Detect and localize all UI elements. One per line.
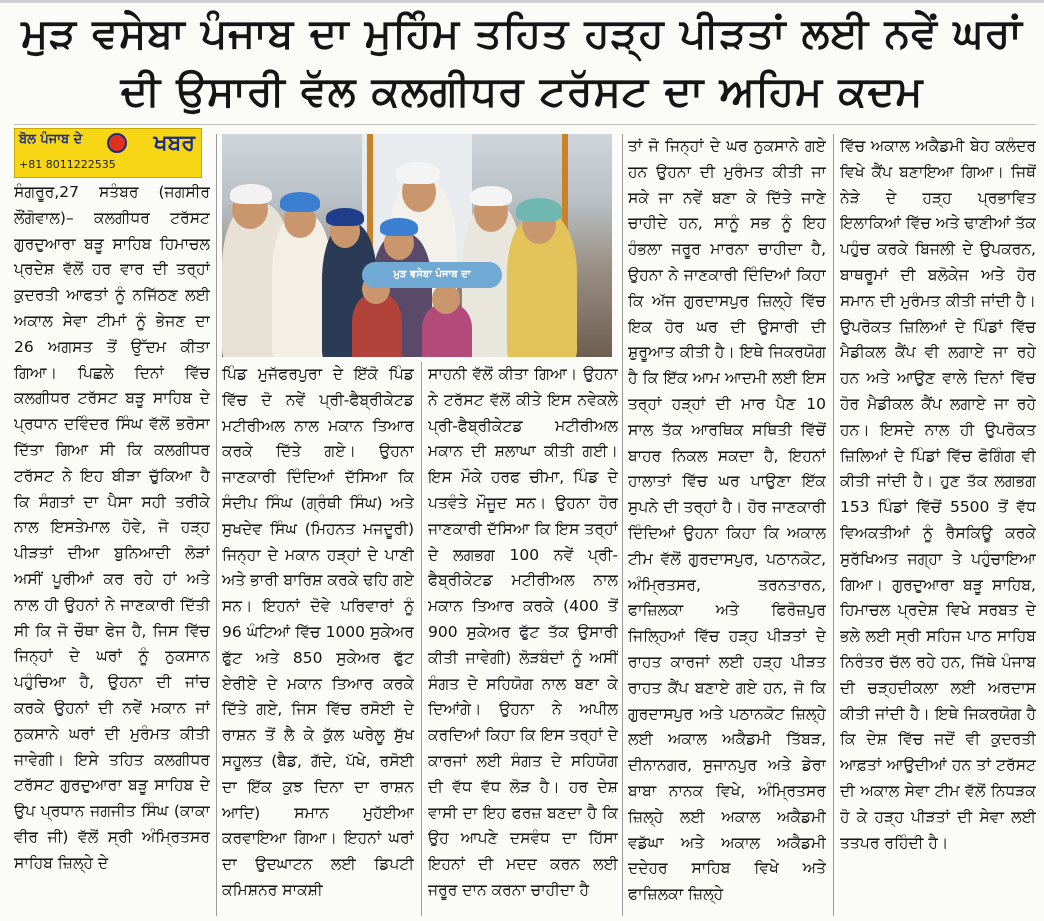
top-border [0,0,1044,3]
article-column-1 [14,180,210,915]
column-divider [833,134,834,916]
photo-person-turban [380,218,418,236]
article-headline [0,4,1044,120]
photo-person-turban [230,184,272,204]
publication-logo [14,128,202,178]
column-divider [622,134,623,916]
article-column-4-text: ਤਾਂ ਜੋ ਜਿਨ੍ਹਾਂ ਦੇ ਘਰ ਨੁਕਸਾਨੇ ਗਏ ਹਨ ਉਹਨਾ ਦੀ ਮੁਰੰਮਤ ਕੀਤੀ ਜਾ ਸਕੇ ਜਾ ਨਵੇਂ ਬਣਾ ਕੇ ਦਿੱਤੇ ਜਾਣੇ ਚਾਹੀਦੇ ਹਨ, ਸਾਨੂੰ ਸਭ ਨੂੰ ਇਹ ਹੰਭਲਾ ਜਰੂਰ ਮਾਰਨਾ ਚਾਹੀਦਾ ਹੈ, ਉਹਨਾ ਨੇ ਜਾਣਕਾਰੀ ਦਿੰਦਿਆਂ ਕਿਹਾ ਕਿ ਅੱਜ ਗੁਰਦਾਸਪੁਰ ਜ਼ਿਲ੍ਹੇ ਵਿੱਚ ਇਕ ਹੋਰ ਘਰ ਦੀ ਉਸਾਰੀ ਦੀ ਸ਼ੁਰੂਆਤ ਕੀਤੀ ਹੈ। ਇਥੇ ਜਿਕਰਯੋਗ ਹੈ ਕਿ ਇੱਕ ਆਮ ਆਦਮੀ ਲਈ ਇਸ ਤਰ੍ਹਾਂ ਹੜ੍ਹਾਂ ਦੀ ਮਾਰ ਪੈਣ 10 ਸਾਲ ਤੱਕ ਆਰਥਿਕ ਸਥਿਤੀ ਵਿੱਚੋਂ ਬਾਹਰ ਨਿਕਲ ਸਕਦਾ ਹੈ, ਇਹਨਾਂ ਹਾਲਾਤਾਂ ਵਿੱਚ ਘਰ ਪਾਉਣਾ ਇੱਕ ਸੁਪਨੇ ਦੀ ਤਰ੍ਹਾਂ ਹੈ। ਹੋਰ ਜਾਣਕਾਰੀ ਦਿੰਦਿਆਂ ਉਹਨਾ ਕਿਹਾ ਕਿ ਅਕਾਲ ਟੀਮ ਵੱਲੋਂ ਗੁਰਦਾਸਪੁਰ, ਪਠਾਨਕੋਟ, ਅੰਮ੍ਰਿਤਸਰ, ਤਰਨਤਾਰਨ, ਫਾਜ਼ਿਲਕਾ ਅਤੇ ਫਿਰੋਜ਼ਪੁਰ ਜਿਲ੍ਹਿਆਂ ਵਿੱਚ ਹੜ੍ਹ ਪੀੜਤਾਂ ਦੇ ਰਾਹਤ ਕਾਰਜਾਂ ਲਈ ਹੜ੍ਹ ਪੀੜਤ ਰਾਹਤ ਕੈਂਪ ਬਣਾਏ ਗਏ ਹਨ, ਜੋ ਕਿ ਗੁਰਦਾਸਪੁਰ ਅਤੇ ਪਠਾਨਕੋਟ ਜ਼ਿਲ੍ਹੇ ਲਈ ਅਕਾਲ ਅਕੈਡਮੀ ਤਿੱਬੜ, ਦੀਨਾਨਗਰ, ਸੁਜਾਨਪੁਰ ਅਤੇ ਡੇਰਾ ਬਾਬਾ ਨਾਨਕ ਵਿਖੇ, ਅੰਮ੍ਰਿਤਸਰ ਜ਼ਿਲ੍ਹੇ ਲਈ ਅਕਾਲ ਅਕੈਡਮੀ ਵਡੱਘਾ ਅਤੇ ਅਕਾਲ ਅਕੈਡਮੀ ਦਦੇਹਰ ਸਾਹਿਬ ਵਿਖੇ ਅਤੇ ਫਾਜ਼ਿਲਕਾ ਜ਼ਿਲ੍ਹੇ [628,137,826,904]
photo-person-turban [280,192,320,212]
article-column-2 [222,362,414,917]
article-column-5 [840,134,1036,916]
column-divider [421,362,422,916]
photo-child-head [432,284,460,314]
headline-line-1: ਮੁੜ ਵਸੇਬਾ ਪੰਜਾਬ ਦਾ ਮੁਹਿੰਮ ਤਹਿਤ ਹੜ੍ਹ ਪੀੜਤਾਂ ਲਈ ਨਵੇਂ ਘਰਾਂ [21,9,1023,57]
logo-brand-left: ਬੋਲ ਪੰਜਾਬ ਦੇ [19,132,83,147]
photo-person-turban [326,208,364,226]
article-column-3 [428,362,618,917]
article-column-2-text: ਪਿੰਡ ਮੁਜੱਫਰਪੁਰਾ ਦੇ ਇੱਕੋ ਪਿੰਡ ਵਿੱਚ ਦੋ ਨਵੇਂ ਪ੍ਰੀ-ਫੈਬ੍ਰੀਕੇਟਡ ਮਟੀਰੀਅਲ ਨਾਲ ਮਕਾਨ ਤਿਆਰ ਕਰਕੇ ਦਿੱਤੇ ਗਏ। ਉਹਨਾ ਜਾਣਕਾਰੀ ਦਿੰਦਿਆਂ ਦੱਸਿਆ ਕਿ ਸੰਦੀਪ ਸਿੰਘ (ਗ੍ਰੰਥੀ ਸਿੰਘ) ਅਤੇ ਸੁਖਦੇਵ ਸਿੰਘ (ਮਿਹਨਤ ਮਜਦੂਰੀ) ਜਿਨ੍ਹਾ ਦੇ ਮਕਾਨ ਹੜ੍ਹਾਂ ਦੇ ਪਾਣੀ ਅਤੇ ਭਾਰੀ ਬਾਰਿਸ਼ ਕਰਕੇ ਢਹਿ ਗਏ ਸਨ। ਇਹਨਾਂ ਦੋਵੇ ਪਰਿਵਾਰਾਂ ਨੂੰ 96 ਘੰਟਿਆਂ ਵਿੱਚ 1000 ਸੁਕੇਅਰ ਫੁੱਟ ਅਤੇ 850 ਸੁਕੇਅਰ ਫੁੱਟ ਏਰੀਏ ਦੇ ਮਕਾਨ ਤਿਆਰ ਕਰਕੇ ਦਿੱਤੇ ਗਏ, ਜਿਸ ਵਿੱਚ ਰਸੋਈ ਦੇ ਰਾਸ਼ਨ ਤੋਂ ਲੈ ਕੇ ਕੁੱਲ ਘਰੇਲੂ ਸੁੱਖ ਸਹੂਲਤ (ਬੈਡ, ਗੱਦੇ, ਪੱਖੇ, ਰਸੋਈ ਦਾ ਇੱਕ ਕੁਝ ਦਿਨਾ ਦਾ ਰਾਸ਼ਨ ਆਦਿ) ਸਮਾਨ ਮੁਹੱਈਆ ਕਰਵਾਇਆ ਗਿਆ। ਇਹਨਾਂ ਘਰਾਂ ਦਾ ਉਦਘਾਟਨ ਲਈ ਡਿਪਟੀ ਕਮਿਸ਼ਨਰ ਸਾਕਸ਼ੀ [222,365,414,899]
article-column-3-text: ਸਾਹਨੀ ਵੱਲੋਂ ਕੀਤਾ ਗਿਆ। ਉਹਨਾ ਨੇ ਟਰੱਸਟ ਵੱਲੋਂ ਕੀਤੇ ਇਸ ਨਵੇਕਲੇ ਪ੍ਰੀ-ਫੈਬ੍ਰੀਕੇਟਡ ਮਟੀਰੀਅਲ ਮਕਾਨ ਦੀ ਸ਼ਲਾਘਾ ਕੀਤੀ ਗਈ। ਇਸ ਮੌਕੇ ਹਰਫ ਚੀਮਾ, ਪਿੰਡ ਦੇ ਪਤਵੰਤੇ ਮੌਜੂਦ ਸਨ। ਉਹਨਾ ਹੋਰ ਜਾਣਕਾਰੀ ਦੱਸਿਆ ਕਿ ਇਸ ਤਰ੍ਹਾਂ ਦੇ ਲਗਭਗ 100 ਨਵੇਂ ਪ੍ਰੀ-ਫੈਬ੍ਰੀਕੇਟਡ ਮਟੀਰੀਅਲ ਨਾਲ ਮਕਾਨ ਤਿਆਰ ਕਰਕੇ (400 ਤੋਂ 900 ਸੁਕੇਅਰ ਫੁੱਟ ਤੱਕ ਉਸਾਰੀ ਕੀਤੀ ਜਾਵੇਗੀ) ਲੋੜਬੰਦਾਂ ਨੂੰ ਅਸੀਂ ਸੰਗਤ ਦੇ ਸਹਿਯੋਗ ਨਾਲ ਬਣਾ ਕੇ ਦਿਆਂਗੇ। ਉਹਨਾ ਨੇ ਅਪੀਲ ਕਰਦਿਆਂ ਕਿਹਾ ਕਿ ਇਸ ਤਰ੍ਹਾਂ ਦੇ ਕਾਰਜਾਂ ਲਈ ਸੰਗਤ ਦੇ ਸਹਿਯੋਗ ਦੀ ਵੱਧ ਵੱਧ ਲੋੜ ਹੈ। ਹਰ ਦੇਸ਼ ਵਾਸੀ ਦਾ ਇਹ ਫਰਜ਼ ਬਣਦਾ ਹੈ ਕਿ ਉਹ ਆਪਣੇ ਦਸਵੰਧ ਦਾ ਹਿੱਸਾ ਇਹਨਾਂ ਦੀ ਮਦਦ ਕਰਨ ਲਈ ਜਰੂਰ ਦਾਨ ਕਰਨਾ ਚਾਹੀਦਾ ਹੈ [428,365,618,899]
logo-phone: +81 8011222535 [19,158,116,171]
headline-divider [14,124,1036,125]
column-divider [216,134,217,916]
logo-brand-right: ਖਬਰ [153,131,195,156]
article-column-4 [628,134,826,916]
headline-line-2: ਦੀ ਉਸਾਰੀ ਵੱਲ ਕਲਗੀਧਰ ਟਰੱਸਟ ਦਾ ਅਹਿਮ ਕਦਮ [120,67,924,115]
photo-person-turban [396,162,440,184]
photo-person-turban [470,186,512,206]
photo-person-headscarf [516,198,562,222]
article-dateline: ਸੰਗਰੂਰ,27 ਸਤੰਬਰ (ਜਗਸੀਰ ਲੌਂਗੋਵਾਲ)– [14,183,210,227]
news-photo [222,134,612,357]
emblem-icon [107,133,127,153]
article-column-5-text: ਵਿੱਚ ਅਕਾਲ ਅਕੈਡਮੀ ਬੇਹ ਕਲੰਦਰ ਵਿਖੇ ਕੈਂਪ ਬਣਾਇਆ ਗਿਆ। ਜਿਥੋਂ ਨੇੜੇ ਦੇ ਹੜ੍ਹ ਪ੍ਰਭਾਵਿਤ ਇਲਾਕਿਆਂ ਵਿੱਚ ਅਤੇ ਢਾਣੀਆਂ ਤੱਕ ਪਹੁੰਚ ਕਰਕੇ ਬਿਜਲੀ ਦੇ ਉਪਕਰਨ, ਬਾਥਰੂਮਾਂ ਦੀ ਬਲੋਕੇਜ ਅਤੇ ਹੋਰ ਸਮਾਨ ਦੀ ਮੁਰੰਮਤ ਕੀਤੀ ਜਾਂਦੀ ਹੈ। ਉਪਰੋਕਤ ਜ਼ਿਲਿਆਂ ਦੇ ਪਿੰਡਾਂ ਵਿੱਚ ਮੈਡੀਕਲ ਕੈਂਪ ਵੀ ਲਗਾਏ ਜਾ ਰਹੇ ਹਨ ਅਤੇ ਆਉਣ ਵਾਲੇ ਦਿਨਾਂ ਵਿੱਚ ਹੋਰ ਮੈਡੀਕਲ ਕੈਂਪ ਲਗਾਏ ਜਾ ਰਹੇ ਹਨ। ਇਸਦੇ ਨਾਲ ਹੀ ਉਪਰੋਕਤ ਜ਼ਿਲਿਆਂ ਦੇ ਪਿੰਡਾਂ ਵਿੱਚ ਫੋਗਿੰਗ ਵੀ ਕੀਤੀ ਜਾਂਦੀ ਹੈ। ਹੁਣ ਤੱਕ ਲਗਭਗ 153 ਪਿੰਡਾਂ ਵਿੱਚੋਂ 5500 ਤੋਂ ਵੱਧ ਵਿਅਕਤੀਆਂ ਨੂੰ ਰੈਸਕਿਊ ਕਰਕੇ ਸੁਰੱਖਿਅਤ ਜਗ੍ਹਾ ਤੇ ਪਹੁੰਚਾਇਆ ਗਿਆ। ਗੁਰਦੁਆਰਾ ਬੜੂ ਸਾਹਿਬ, ਹਿਮਾਚਲ ਪ੍ਰਦੇਸ਼ ਵਿਖੇ ਸਰਬਤ ਦੇ ਭਲੇ ਲਈ ਸ੍ਰੀ ਸਹਿਜ ਪਾਠ ਸਾਹਿਬ ਨਿਰੰਤਰ ਚੱਲ ਰਹੇ ਹਨ, ਜਿੱਥੇ ਪੰਜਾਬ ਦੀ ਚੜ੍ਹਦੀਕਲਾ ਲਈ ਅਰਦਾਸ ਕੀਤੀ ਜਾਂਦੀ ਹੈ। ਇਥੇ ਜਿਕਰਯੋਗ ਹੈ ਕਿ ਦੇਸ਼ ਵਿੱਚ ਜਦੋਂ ਵੀ ਕੁਦਰਤੀ ਆਫ਼ਤਾਂ ਆਉਦੀਆਂ ਹਨ ਤਾਂ ਟਰੱਸਟ ਦੀ ਅਕਾਲ ਸੇਵਾ ਟੀਮ ਵੱਲੋਂ ਨਿਧੜਕ ਹੋ ਕੇ ਹੜ੍ਹ ਪੀੜਤਾਂ ਦੀ ਸੇਵਾ ਲਈ ਤਤਪਰ ਰਹਿੰਦੀ ਹੈ। [840,137,1036,852]
campaign-sign: ਮੁੜ ਵਸੇਬਾ ਪੰਜਾਬ ਦਾ [362,262,502,288]
article-column-1-text: ਕਲਗੀਧਰ ਟਰੱਸਟ ਗੁਰਦੁਆਰਾ ਬੜੂ ਸਾਹਿਬ ਹਿਮਾਚਲ ਪ੍ਰਦੇਸ਼ ਵੱਲੋਂ ਹਰ ਵਾਰ ਦੀ ਤਰ੍ਹਾਂ ਕੁਦਰਤੀ ਆਫਤਾਂ ਨੂੰ ਨਜਿੱਠਣ ਲਈ ਅਕਾਲ ਸੇਵਾ ਟੀਮਾਂ ਨੂੰ ਭੇਜਣ ਦਾ 26 ਅਗਸਤ ਤੋਂ ਉੱਦਮ ਕੀਤਾ ਗਿਆ। ਪਿਛਲੇ ਦਿਨਾਂ ਵਿੱਚ ਕਲਗੀਧਰ ਟਰੱਸਟ ਬੜੂ ਸਾਹਿਬ ਦੇ ਪ੍ਰਧਾਨ ਦਵਿੰਦਰ ਸਿੰਘ ਵੱਲੋਂ ਭਰੋਸਾ ਦਿੱਤਾ ਗਿਆ ਸੀ ਕਿ ਕਲਗੀਧਰ ਟਰੱਸਟ ਨੇ ਇਹ ਬੀੜਾ ਚੁੱਕਿਆ ਹੈ ਕਿ ਸੰਗਤਾਂ ਦਾ ਪੈਸਾ ਸਹੀ ਤਰੀਕੇ ਨਾਲ ਇਸਤੇਮਾਲ ਹੋਵੇ, ਜੋ ਹੜ੍ਹ ਪੀੜਤਾਂ ਦੀਆ ਬੁਨਿਆਦੀ ਲੋੜਾਂ ਅਸੀਂ ਪੂਰੀਆਂ ਕਰ ਰਹੇ ਹਾਂ ਅਤੇ ਨਾਲ ਹੀ ਉਹਨਾਂ ਨੇ ਜਾਣਕਾਰੀ ਦਿੱਤੀ ਸੀ ਕਿ ਜੋ ਚੌਥਾ ਫੇਜ ਹੈ, ਜਿਸ ਵਿੱਚ ਜਿਨ੍ਹਾਂ ਦੇ ਘਰਾਂ ਨੂੰ ਨੁਕਸਾਨ ਪਹੁੰਚਿਆ ਹੈ, ਉਹਨਾ ਦੀ ਜਾਂਚ ਕਰਕੇ ਉਹਨਾਂ ਦੀ ਨਵੇਂ ਮਕਾਨ ਜਾਂ ਨੁਕਸਾਨੇ ਘਰਾਂ ਦੀ ਮੁਰੰਮਤ ਕੀਤੀ ਜਾਵੇਗੀ। ਇਸੇ ਤਹਿਤ ਕਲਗੀਧਰ ਟਰੱਸਟ ਗੁਰਦੁਆਰਾ ਬੜੂ ਸਾਹਿਬ ਦੇ ਉਪ ਪ੍ਰਧਾਨ ਜਗਜੀਤ ਸਿੰਘ (ਕਾਕਾ ਵੀਰ ਜੀ) ਵੱਲੋਂ ਸ੍ਰੀ ਅੰਮ੍ਰਿਤਸਰ ਸਾਹਿਬ ਜ਼ਿਲ੍ਹੇ ਦੇ [14,208,210,872]
